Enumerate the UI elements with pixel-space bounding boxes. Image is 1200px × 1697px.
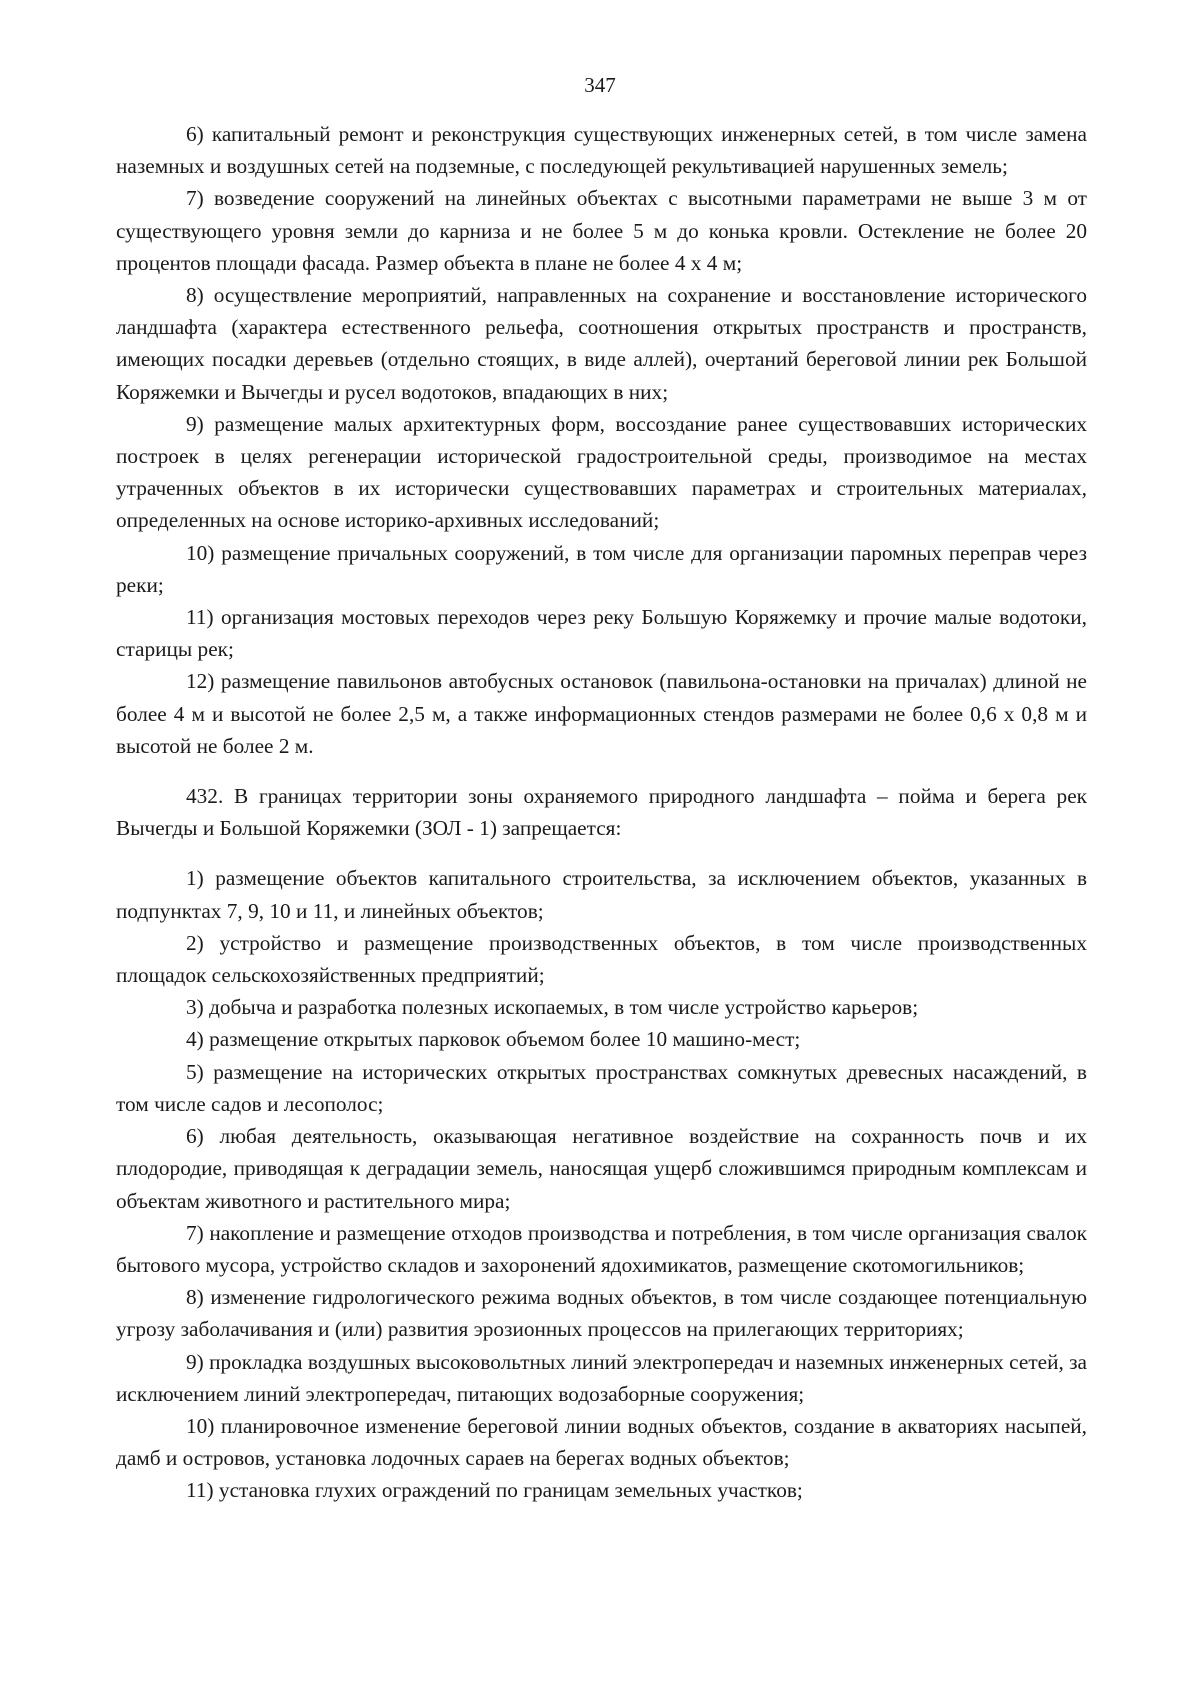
list-item-8-landscape-preservation: 8) осуществление мероприятий, направленных на сохранение и восстановление исторического ландшафта (характера естественного рельефа, соотношения открытых пространств и пространств, имеющих посадки деревьев (отдельно стоящих, в виде аллей), очертаний береговой линии рек Большой Коряжемки и Вычегды и русел водотоков, впадающих в них; [116, 283, 1087, 404]
prohibition-item-6: 6) любая деятельность, оказывающая негативное воздействие на сохранность почв и их плодородие, приводящая к деградации земель, наносящая ущерб сложившимся природным комплексам и объектам животного и растительного мира; [116, 1124, 1087, 1213]
prohibition-item-4: 4) размещение открытых парковок объемом более 10 машино-мест; [186, 1027, 801, 1052]
document-body [116, 118, 1087, 1507]
prohibition-item-7: 7) накопление и размещение отходов производства и потребления, в том числе организация свалок бытового мусора, устройство складов и захоронений ядохимикатов, размещение скотомогильников; [116, 1220, 1087, 1277]
prohibition-item-9: 9) прокладка воздушных высоковольтных линий электропередач и наземных инженерных сетей, за исключением линий электропередач, питающих водозаборные сооружения; [116, 1349, 1087, 1406]
section-432-heading: 432. В границах территории зоны охраняемого природного ландшафта – пойма и берега рек Вычегды и Большой Коряжемки (ЗОЛ - 1) запрещается: [116, 784, 1087, 841]
prohibition-item-8: 8) изменение гидрологического режима водных объектов, в том числе создающее потенциальную угрозу заболачивания и (или) развития эрозионных процессов на прилегающих территориях; [116, 1285, 1087, 1342]
prohibition-item-10: 10) планировочное изменение береговой линии водных объектов, создание в акваториях насыпей, дамб и островов, установка лодочных сараев на берегах водных объектов; [116, 1413, 1087, 1471]
prohibition-item-2: 2) устройство и размещение производственных объектов, в том числе производственных площадок сельскохозяйственных предприятий; [116, 930, 1087, 988]
prohibition-item-11: 11) установка глухих ограждений по границам земельных участков; [186, 1478, 803, 1503]
prohibition-item-3: 3) добыча и разработка полезных ископаемых, в том числе устройство карьеров; [186, 995, 919, 1020]
list-item-7-structures-on-linear-objects: 7) возведение сооружений на линейных объектах с высотными параметрами не выше 3 м от существующего уровня земли до карниза и не более 5 м до конька кровли. Остекление не более 20 процентов площади фасада. Размер объекта в плане не более 4 х 4 м; [116, 186, 1087, 275]
page-number: 347 [584, 73, 616, 97]
list-item-9-small-architectural-forms: 9) размещение малых архитектурных форм, воссоздание ранее существовавших исторических построек в целях регенерации исторической градостроительной среды, производимое на местах утраченных объектов в их исторически существовавших параметрах и строительных материалах, определенных на основе историко-архивных исследований; [116, 411, 1087, 533]
list-item-10-mooring-structures: 10) размещение причальных сооружений, в том числе для организации паромных переправ через реки; [116, 540, 1087, 597]
prohibition-item-5: 5) размещение на исторических открытых пространствах сомкнутых древесных насаждений, в том числе садов и лесополос; [116, 1059, 1087, 1116]
list-item-11-bridge-crossings: 11) организация мостовых переходов через реку Большую Коряжемку и прочие малые водотоки, старицы рек; [116, 605, 1087, 662]
list-item-6-capital-repair: 6) капитальный ремонт и реконструкция существующих инженерных сетей, в том числе замена наземных и воздушных сетей на подземные, с последующей рекультивацией нарушенных земель; [116, 122, 1087, 179]
list-item-12-bus-stop-pavilions: 12) размещение павильонов автобусных остановок (павильона-остановки на причалах) длиной не более 4 м и высотой не более 2,5 м, а также информационных стендов размерами не более 0,6 х 0,8 м и высотой не более 2 м. [116, 669, 1087, 758]
prohibition-item-1: 1) размещение объектов капитального строительства, за исключением объектов, указанных в подпунктах 7, 9, 10 и 11, и линейных объектов; [116, 866, 1087, 923]
